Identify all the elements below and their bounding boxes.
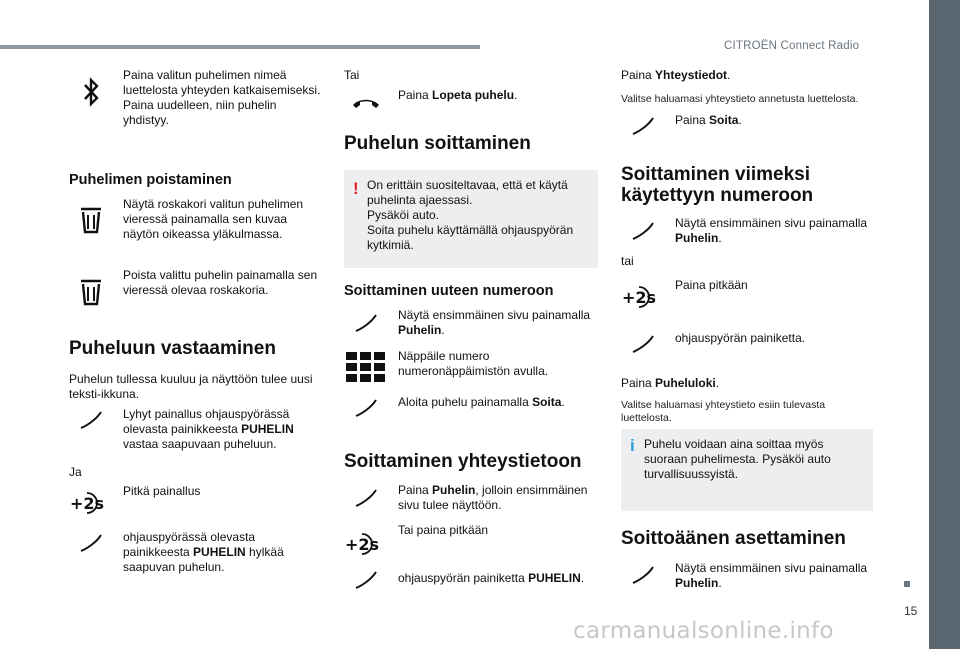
short-press-text: Lyhyt painallus ohjauspyörässä olevasta painikkeesta PUHELIN vastaa saapuvaan puheluun. <box>123 407 294 451</box>
reject-text: ohjauspyörässä olevasta painikkeesta PUHELIN hylkää saapuvan puhelun. <box>123 530 284 574</box>
touch-icon <box>621 220 665 246</box>
warning-icon: ! <box>353 179 359 198</box>
svg-text:+2s: +2s <box>345 535 380 554</box>
call-log-small-text: Valitse haluamasi yhteystieto esiin tulevasta luettelosta. <box>621 399 826 425</box>
touch-icon <box>344 312 388 338</box>
hang-up-icon <box>344 96 388 114</box>
side-tab-bar <box>929 0 960 649</box>
last-number-heading: Soittaminen viimeksi käytettyyn numeroon <box>621 164 814 206</box>
warning-box <box>344 170 598 268</box>
brand-title: CITROËN Connect Radio <box>724 40 860 52</box>
make-call-heading: Puhelun soittaminen <box>344 133 531 154</box>
trash-step-1-text: Näytä roskakori valitun puhelimen vieressä painamalla sen kuvaa näytön oikeassa yläkulmassa. <box>123 197 304 241</box>
touch-icon <box>621 564 665 590</box>
long-press-text: Pitkä painallus <box>123 484 201 498</box>
trash-step-2-text: Poista valittu puhelin painamalla sen vieressä olevaa roskakoria. <box>123 268 318 297</box>
last-number-step-1-text: Näytä ensimmäinen sivu painamalla Puhelin. <box>675 216 868 245</box>
long-press-2s-icon <box>69 489 113 521</box>
info-icon: i <box>630 436 635 455</box>
contact-step-3-text: ohjauspyörän painiketta PUHELIN. <box>398 571 585 585</box>
contact-step-1-text: Paina Puhelin, jolloin ensimmäinen sivu tulee näyttöön. <box>398 483 588 512</box>
long-press-2s-icon <box>621 283 665 315</box>
touch-icon <box>621 115 665 141</box>
tai-text: tai <box>621 254 634 268</box>
header-rule <box>0 45 480 49</box>
call-log-text: Paina Puheluloki. <box>621 376 720 390</box>
new-number-heading: Soittaminen uuteen numeroon <box>344 283 554 299</box>
info-text: Puhelu voidaan aina soittaa myös suoraan puhelimesta. Pysäköi auto turvallisuussyistä. <box>644 437 831 481</box>
steering-button-icon <box>69 532 113 558</box>
steering-button-icon <box>344 569 388 595</box>
page-number: 15 <box>904 604 918 618</box>
ringtone-step-1-text: Näytä ensimmäinen sivu painamalla Puhelin. <box>675 561 868 590</box>
remove-phone-heading: Puhelimen poistaminen <box>69 172 232 188</box>
contacts-small-text: Valitse haluamasi yhteystieto annetusta luettelosta. <box>621 93 859 105</box>
page-bullet <box>904 581 910 587</box>
answer-intro: Puhelun tullessa kuuluu ja näyttöön tulee uusi teksti-ikkuna. <box>69 372 313 401</box>
keypad-icon <box>344 352 388 386</box>
trash-icon <box>69 278 113 310</box>
watermark: carmanualsonline.info <box>573 618 834 644</box>
call-contact-heading: Soittaminen yhteystietoon <box>344 451 582 472</box>
svg-text:+2s: +2s <box>70 494 105 513</box>
steering-button-icon <box>69 409 113 435</box>
touch-icon <box>344 397 388 423</box>
contacts-text: Paina Yhteystiedot. <box>621 68 731 82</box>
touch-icon <box>344 487 388 513</box>
trash-icon <box>69 206 113 238</box>
contact-step-2-text: Tai paina pitkään <box>398 523 489 537</box>
ringtone-heading: Soittoäänen asettaminen <box>621 528 846 549</box>
bluetooth-text: Paina valitun puhelimen nimeä luettelosta yhteyden katkaisemiseksi. Paina uudelleen, niin puhelin yhdistyy. <box>123 68 321 127</box>
svg-text:+2s: +2s <box>622 288 657 307</box>
new-number-step-2-text: Näppäile numero numeronäppäimistön avulla. <box>398 349 549 378</box>
warning-text: On erittäin suositeltavaa, että et käytä puhelinta ajaessasi. Pysäköi auto. Soita puhelu käyttämällä ohjauspyörän kytkimiä. <box>367 178 574 252</box>
tai-text: Tai <box>344 68 360 82</box>
answer-call-heading: Puheluun vastaaminen <box>69 338 276 359</box>
soita-text: Paina Soita. <box>675 113 742 127</box>
last-number-step-3-text: ohjauspyörän painiketta. <box>675 331 806 345</box>
steering-button-icon <box>621 333 665 359</box>
new-number-step-1-text: Näytä ensimmäinen sivu painamalla Puhelin. <box>398 308 591 337</box>
bluetooth-icon <box>69 76 113 112</box>
long-press-2s-icon <box>344 530 388 562</box>
ja-text: Ja <box>69 465 82 479</box>
hangup-text: Paina Lopeta puhelu. <box>398 88 518 102</box>
last-number-step-2-text: Paina pitkään <box>675 278 748 292</box>
info-box <box>621 429 873 511</box>
new-number-step-3-text: Aloita puhelu painamalla Soita. <box>398 395 565 409</box>
